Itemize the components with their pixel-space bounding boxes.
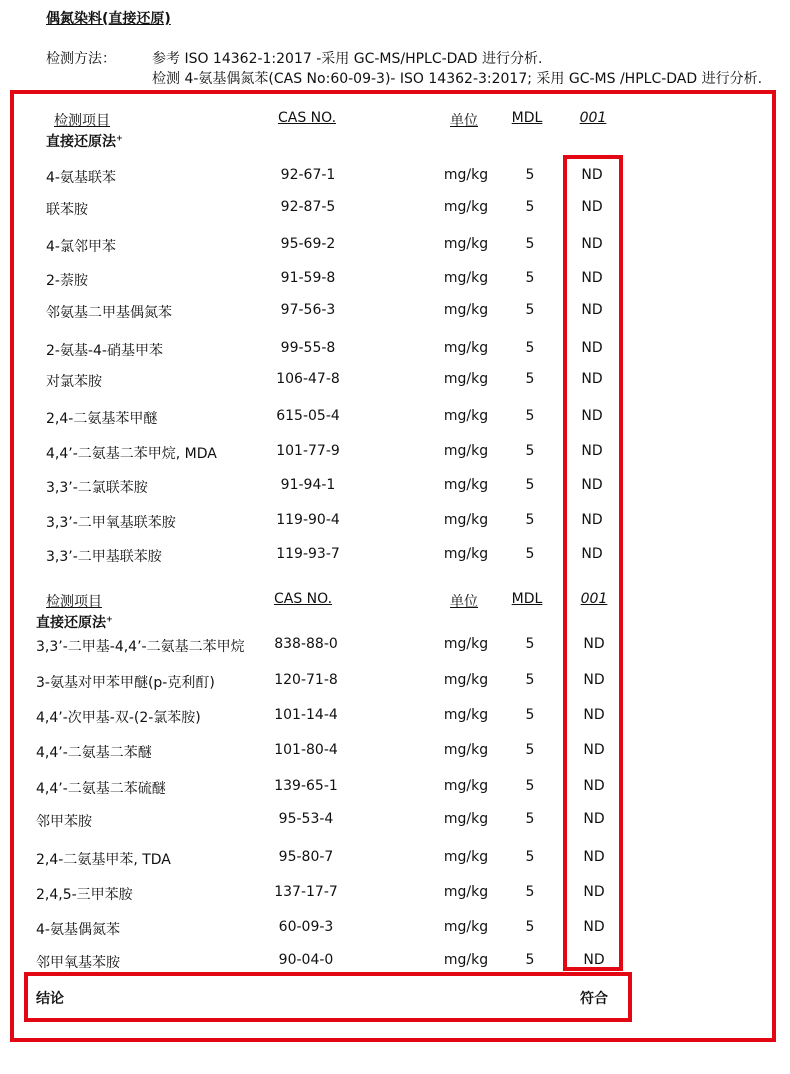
- header-unit: 单位: [450, 594, 478, 610]
- item-name: 联苯胺: [46, 202, 88, 218]
- cas-number: 106-47-8: [276, 371, 340, 387]
- header-unit: 单位: [450, 113, 478, 129]
- mdl-value: 5: [525, 707, 535, 723]
- result-value: ND: [581, 512, 603, 528]
- result-value: ND: [583, 636, 605, 652]
- item-name: 邻甲苯胺: [36, 814, 92, 830]
- mdl-value: 5: [525, 167, 535, 183]
- unit: mg/kg: [443, 811, 489, 827]
- mdl-value: 5: [525, 270, 535, 286]
- item-name: 2-氨基-4-硝基甲苯: [46, 343, 163, 359]
- unit: mg/kg: [443, 952, 489, 968]
- cas-number: 120-71-8: [274, 672, 338, 688]
- item-name: 3,3’-二甲基联苯胺: [46, 549, 162, 565]
- item-name: 3-氨基对甲苯甲醚(p-克利酊): [36, 675, 215, 691]
- cas-number: 91-94-1: [280, 477, 336, 493]
- mdl-value: 5: [525, 371, 535, 387]
- document-title: 偶氮染料(直接还原): [46, 11, 171, 27]
- result-value: ND: [581, 167, 603, 183]
- result-value: ND: [583, 811, 605, 827]
- item-name: 4,4’-二氨基二苯硫醚: [36, 781, 166, 797]
- item-name: 4,4’-二氨基二苯醚: [36, 745, 152, 761]
- item-name: 3,3’-二甲氧基联苯胺: [46, 515, 176, 531]
- cas-number: 101-14-4: [274, 707, 338, 723]
- unit: mg/kg: [443, 919, 489, 935]
- cas-number: 139-65-1: [274, 778, 338, 794]
- item-name: 3,3’-二甲基-4,4’-二氨基二苯甲烷: [36, 639, 245, 655]
- result-value: ND: [581, 546, 603, 562]
- unit: mg/kg: [443, 302, 489, 318]
- cas-number: 90-04-0: [278, 952, 334, 968]
- section-label: 直接还原法+: [46, 133, 123, 150]
- unit: mg/kg: [443, 778, 489, 794]
- result-value: ND: [581, 302, 603, 318]
- result-value: ND: [583, 778, 605, 794]
- item-name: 邻甲氧基苯胺: [36, 955, 120, 971]
- unit: mg/kg: [443, 167, 489, 183]
- mdl-value: 5: [525, 811, 535, 827]
- unit: mg/kg: [443, 849, 489, 865]
- mdl-value: 5: [525, 919, 535, 935]
- item-name: 4,4’-次甲基-双-(2-氯苯胺): [36, 710, 201, 726]
- mdl-value: 5: [525, 477, 535, 493]
- mdl-value: 5: [525, 408, 535, 424]
- result-value: ND: [583, 952, 605, 968]
- result-value: ND: [581, 408, 603, 424]
- unit: mg/kg: [443, 443, 489, 459]
- cas-number: 95-53-4: [278, 811, 334, 827]
- mdl-value: 5: [525, 340, 535, 356]
- unit: mg/kg: [443, 884, 489, 900]
- header-sample: 001: [579, 110, 607, 126]
- unit: mg/kg: [443, 546, 489, 562]
- cas-number: 95-80-7: [278, 849, 334, 865]
- mdl-value: 5: [525, 443, 535, 459]
- mdl-value: 5: [525, 236, 535, 252]
- result-value: ND: [581, 199, 603, 215]
- result-value: ND: [583, 707, 605, 723]
- cas-number: 838-88-0: [274, 636, 338, 652]
- result-value: ND: [581, 477, 603, 493]
- result-value: ND: [583, 672, 605, 688]
- unit: mg/kg: [443, 408, 489, 424]
- item-name: 4-氯邻甲苯: [46, 239, 116, 255]
- method-line: 参考 ISO 14362-1:2017 -采用 GC-MS/HPLC-DAD 进行分析.: [152, 51, 543, 67]
- result-value: ND: [581, 371, 603, 387]
- cas-number: 97-56-3: [280, 302, 336, 318]
- cas-number: 60-09-3: [278, 919, 334, 935]
- header-cas: CAS NO.: [277, 110, 337, 126]
- result-column-highlight: [563, 155, 623, 971]
- unit: mg/kg: [443, 371, 489, 387]
- cas-number: 101-77-9: [276, 443, 340, 459]
- item-name: 邻氨基二甲基偶氮苯: [46, 305, 172, 321]
- method-line: 检测 4-氨基偶氮苯(CAS No:60-09-3)- ISO 14362-3:2017; 采用 GC-MS /HPLC-DAD 进行分析.: [152, 71, 763, 87]
- item-name: 4-氨基偶氮苯: [36, 922, 120, 938]
- item-name: 2,4,5-三甲苯胺: [36, 887, 133, 903]
- cas-number: 137-17-7: [274, 884, 338, 900]
- item-name: 2,4-二氨基苯甲醚: [46, 411, 158, 427]
- unit: mg/kg: [443, 672, 489, 688]
- item-name: 4-氨基联苯: [46, 170, 116, 186]
- header-mdl: MDL: [511, 591, 543, 607]
- mdl-value: 5: [525, 546, 535, 562]
- cas-number: 92-87-5: [280, 199, 336, 215]
- mdl-value: 5: [525, 778, 535, 794]
- header-item: 检测项目: [54, 113, 110, 129]
- unit: mg/kg: [443, 477, 489, 493]
- conclusion-highlight: [24, 972, 632, 1022]
- unit: mg/kg: [443, 707, 489, 723]
- unit: mg/kg: [443, 742, 489, 758]
- item-name: 4,4’-二氨基二苯甲烷, MDA: [46, 446, 217, 462]
- cas-number: 95-69-2: [280, 236, 336, 252]
- mdl-value: 5: [525, 636, 535, 652]
- item-name: 2-萘胺: [46, 273, 88, 289]
- mdl-value: 5: [525, 302, 535, 318]
- result-value: ND: [583, 849, 605, 865]
- mdl-value: 5: [525, 849, 535, 865]
- header-item: 检测项目: [46, 594, 102, 610]
- unit: mg/kg: [443, 512, 489, 528]
- cas-number: 91-59-8: [280, 270, 336, 286]
- mdl-value: 5: [525, 952, 535, 968]
- cas-number: 119-93-7: [276, 546, 340, 562]
- method-label: 检测方法：: [46, 51, 116, 67]
- item-name: 对氯苯胺: [46, 374, 102, 390]
- section-label: 直接还原法+: [36, 614, 113, 631]
- unit: mg/kg: [443, 236, 489, 252]
- unit: mg/kg: [443, 636, 489, 652]
- result-value: ND: [583, 884, 605, 900]
- item-name: 3,3’-二氯联苯胺: [46, 480, 148, 496]
- header-sample: 001: [580, 591, 608, 607]
- cas-number: 101-80-4: [274, 742, 338, 758]
- mdl-value: 5: [525, 742, 535, 758]
- conclusion-result: 符合: [580, 991, 608, 1007]
- mdl-value: 5: [525, 884, 535, 900]
- unit: mg/kg: [443, 270, 489, 286]
- unit: mg/kg: [443, 340, 489, 356]
- mdl-value: 5: [525, 672, 535, 688]
- unit: mg/kg: [443, 199, 489, 215]
- mdl-value: 5: [525, 199, 535, 215]
- mdl-value: 5: [525, 512, 535, 528]
- cas-number: 119-90-4: [276, 512, 340, 528]
- header-cas: CAS NO.: [273, 591, 333, 607]
- result-value: ND: [581, 270, 603, 286]
- result-value: ND: [583, 742, 605, 758]
- cas-number: 92-67-1: [280, 167, 336, 183]
- cas-number: 99-55-8: [280, 340, 336, 356]
- conclusion-label: 结论: [36, 991, 64, 1007]
- header-mdl: MDL: [511, 110, 543, 126]
- result-value: ND: [583, 919, 605, 935]
- result-value: ND: [581, 236, 603, 252]
- cas-number: 615-05-4: [276, 408, 340, 424]
- result-value: ND: [581, 340, 603, 356]
- result-value: ND: [581, 443, 603, 459]
- item-name: 2,4-二氨基甲苯, TDA: [36, 852, 171, 868]
